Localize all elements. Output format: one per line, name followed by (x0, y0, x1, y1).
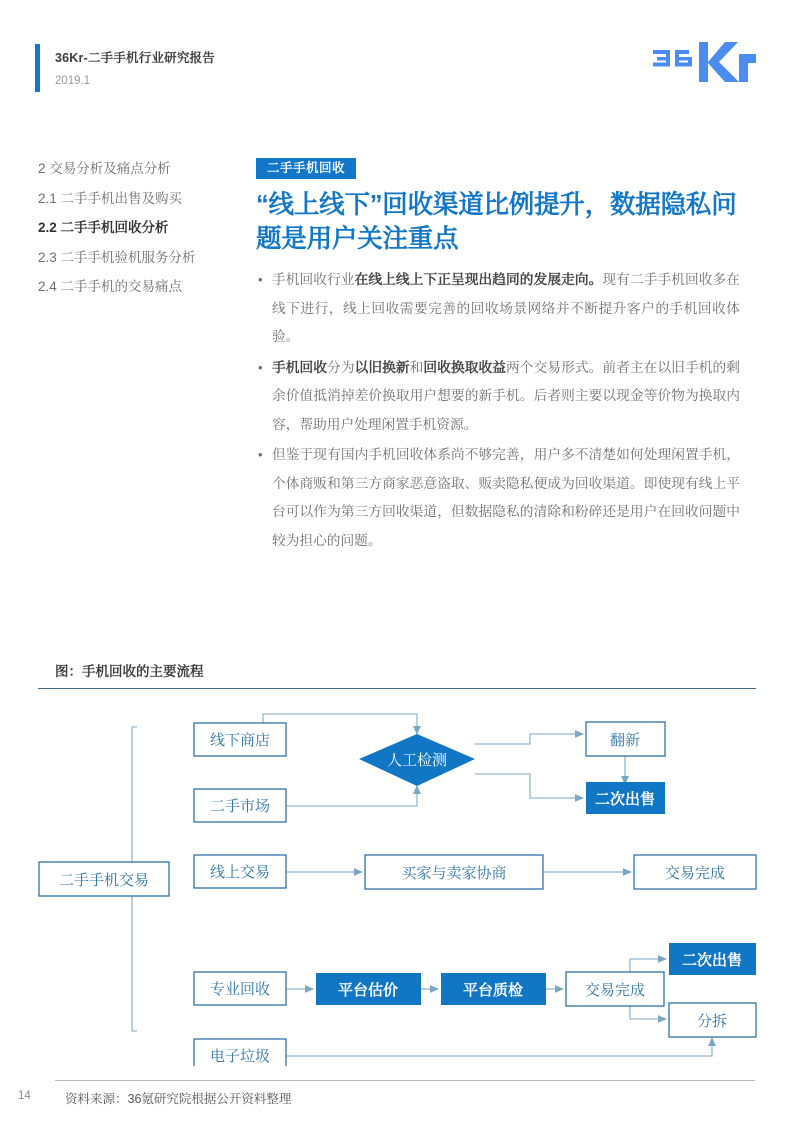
footer-divider (55, 1080, 755, 1081)
sidebar-item-2-2[interactable]: 2.2 二手手机回收分析 (38, 220, 169, 235)
node-platform-qc: 平台质检 (462, 982, 524, 999)
sidebar-item-2-1[interactable]: 2.1 二手手机出售及购买 (38, 190, 183, 206)
node-used-market: 二手市场 (209, 798, 271, 815)
report-date: 2019.1 (55, 75, 91, 87)
node-deal-done-bottom: 交易完成 (584, 982, 646, 999)
source-note: 资料来源：36氪研究院根据公开资料整理 (65, 1092, 292, 1106)
sidebar-item-2[interactable]: 2 交易分析及痛点分析 (38, 161, 171, 176)
bullet-item: • 但鉴于现有国内手机回收体系尚不够完善，用户多不清楚如何处理闲置手机，个体商贩和第三方商家恶意盗取、贩卖隐私便成为回收渠道。即使现有线上平台可以作为第三方回收渠道，但数据隐私的清除和粉碎还是用户在回收问题中较为担心的问题。 (256, 441, 740, 555)
node-platform-quote: 平台估价 (337, 982, 399, 999)
node-deal-done-mid: 交易完成 (664, 865, 726, 882)
bullet-item: • 手机回收行业在线上线上下正呈现出趋同的发展走向。现有二手手机回收多在线下进行，线上回收需要完善的回收场景网络并不断提升客户的手机回收体验。 (256, 266, 740, 352)
section-badge: 二手手机回收 (256, 158, 356, 179)
node-dismantle: 分拆 (696, 1013, 728, 1030)
figure-caption: 图：手机回收的主要流程 (55, 664, 204, 679)
node-resale-top: 二次出售 (594, 791, 656, 808)
bullet-list (256, 266, 740, 555)
sidebar-item-2-4[interactable]: 2.4 二手手机的交易痛点 (38, 279, 183, 294)
recycling-flowchart (0, 694, 794, 1066)
header-accent-bar (35, 44, 40, 92)
main-content (256, 158, 740, 557)
node-buyer-seller: 买家与卖家协商 (401, 865, 507, 882)
section-nav (38, 160, 243, 308)
page-title: “线上线下”回收渠道比例提升，数据隐私问题是用户关注重点 (256, 191, 737, 253)
node-online-trade: 线上交易 (209, 864, 271, 881)
page-number: 14 (18, 1090, 31, 1102)
node-resale-bottom: 二次出售 (681, 952, 743, 969)
bullet-item: • 手机回收分为以旧换新和回收换取收益两个交易形式。前者主在以旧手机的剩余价值抵消掉差价换取用户想要的新手机。后者则主要以现金等价物为换取内容，帮助用户处理闲置手机资源。 (256, 354, 740, 440)
node-root: 二手手机交易 (58, 872, 150, 889)
node-e-waste: 电子垃圾 (209, 1048, 271, 1065)
36kr-logo-icon (651, 36, 756, 88)
node-refurbish: 翻新 (609, 732, 641, 749)
figure-divider (38, 688, 756, 689)
page-header (0, 0, 794, 118)
sidebar-item-2-3[interactable]: 2.3 二手手机验机服务分析 (38, 249, 196, 265)
node-offline-store: 线下商店 (209, 732, 271, 749)
node-manual-check: 人工检测 (386, 752, 448, 769)
node-pro-recycle: 专业回收 (209, 981, 271, 998)
report-title: 36Kr-二手手机行业研究报告 (55, 51, 215, 65)
